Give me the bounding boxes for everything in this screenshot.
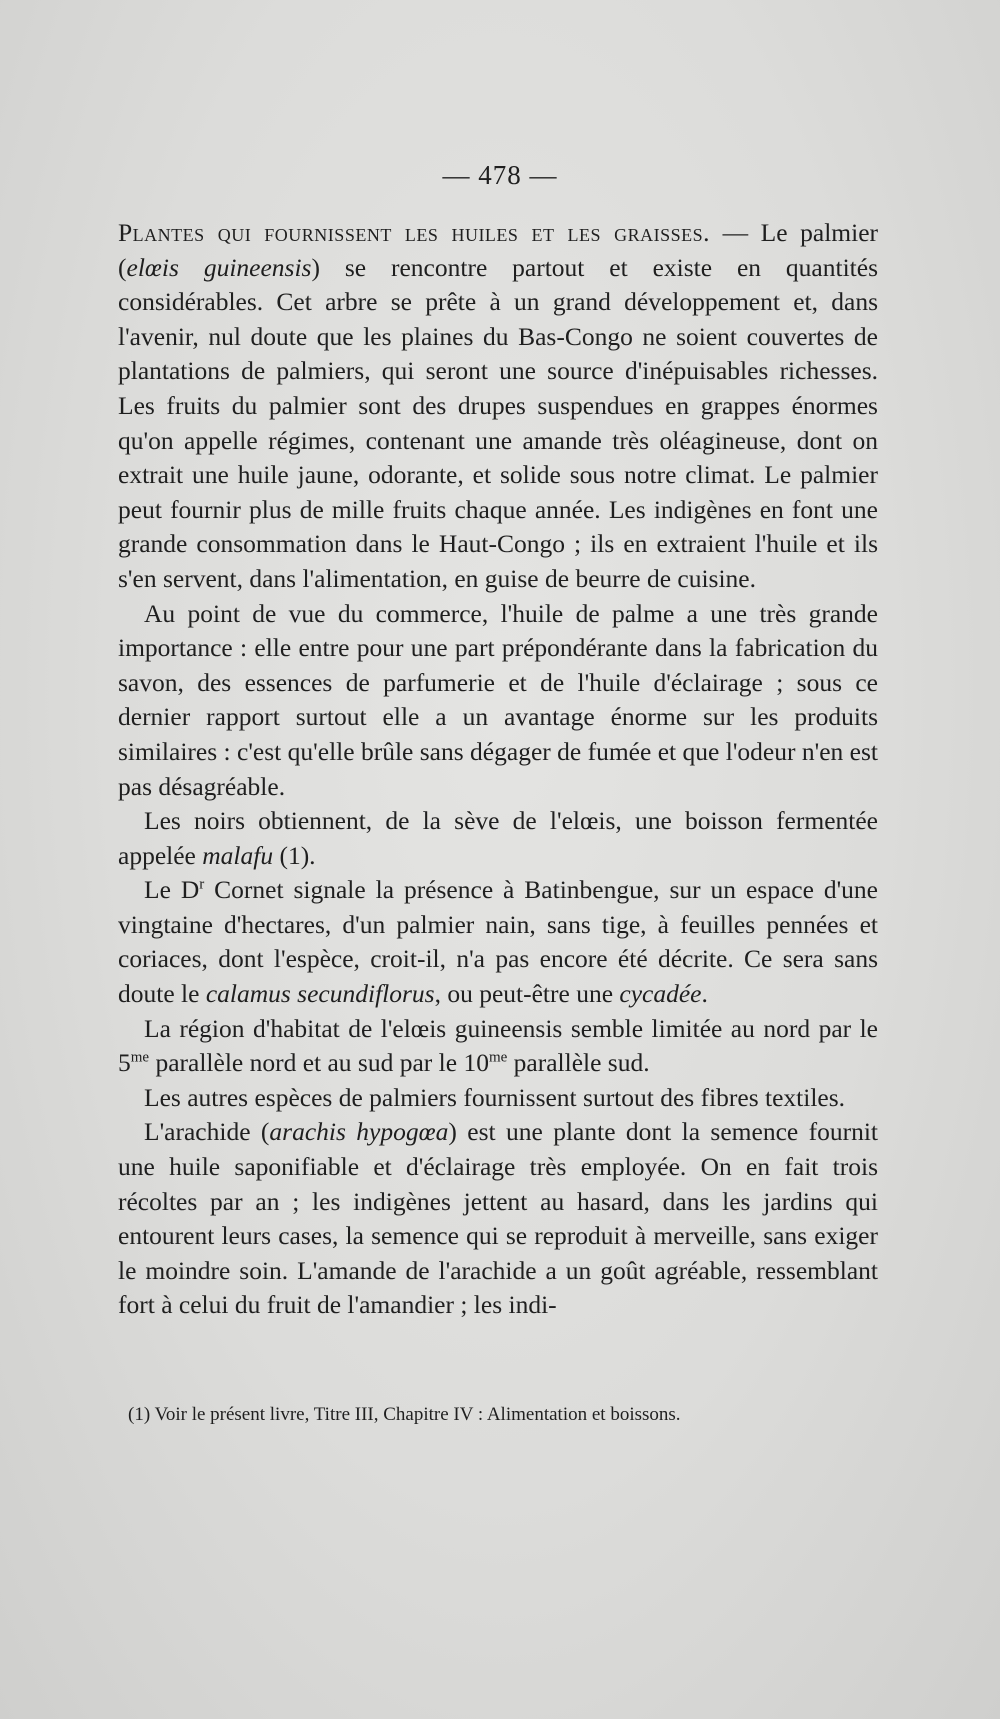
paragraph-palm-oil — [118, 216, 878, 597]
text-run: ) est une plante dont la semence fournit une huile saponifiable et d'éclairage très employée. On en fait trois récoltes par an ; les indigènes jettent au hasard, dans les jardins qui entourent leurs cases, la semence qui se reproduit à merveille, sans exiger le moindre soin. L'amande de l'arachide a un goût agréable, ressemblant fort à celui du fruit de l'amandier ; les indi- — [118, 1117, 879, 1320]
superscript: me — [130, 1049, 150, 1066]
italic-term: cycadée — [619, 979, 702, 1009]
italic-term: arachis hypogœa — [269, 1117, 449, 1147]
text-run: Les autres espèces de palmiers fournissent surtout des fibres textiles. — [144, 1082, 846, 1112]
text-run: Les noirs obtiennent, de la sève de l'elœis, une boisson fermentée appelée — [118, 806, 878, 870]
page-number: — 478 — — [442, 160, 558, 190]
paragraph-cornet — [118, 873, 878, 1011]
italic-term: elœis guineensis — [126, 252, 312, 282]
superscript: r — [199, 876, 205, 893]
text-run: Au point de vue du commerce, l'huile de palme a une très grande importance : elle entre pour une part prépondérante dans la fabrication du savon, des essences de parfumerie et de l'huile d'éclairage ; sous ce dernier rapport surtout elle a un avantage énorme sur les produits similaires : c'est qu'elle brûle sans dégager de fumée et que l'odeur n'en est pas désagréable. — [118, 598, 878, 801]
text-run: parallèle sud. — [507, 1048, 650, 1078]
section-heading: Plantes qui fournissent les huiles et les graisses. — [118, 218, 711, 247]
text-run: Cornet signale la présence à Batinbengue, sur un espace d'une vingtaine d'hectares, d'un palmier nain, sans tige, à feuilles pennées et coriaces, dont l'espèce, croit-il, n'a pas encore été décrite. Ce sera sans doute le — [118, 875, 878, 1009]
text-run: . — [701, 979, 708, 1009]
text-run: , ou peut-être une — [434, 979, 620, 1009]
footnote-marker: (1) — [128, 1404, 151, 1425]
text-run: Le palmier ( — [118, 218, 879, 282]
text-run: Le D — [144, 875, 200, 905]
paragraph-fibres — [118, 1081, 878, 1116]
italic-term: malafu — [202, 840, 274, 870]
body-text — [118, 216, 878, 1323]
footnote-text: Voir le présent livre, Titre III, Chapitre IV : Alimentation et boissons. — [150, 1404, 681, 1425]
heading-dash: — — [710, 218, 761, 247]
text-run: (1). — [273, 840, 316, 870]
footnote — [128, 1402, 888, 1428]
italic-term: calamus secundiflorus — [205, 979, 435, 1009]
superscript: me — [488, 1049, 508, 1066]
text-run: ) se rencontre partout et existe en quantités considérables. Cet arbre se prête à un grand développement et, dans l'avenir, nul doute que les plaines du Bas-Congo ne soient couvertes de plantations de palmiers, qui seront une source d'inépuisables richesses. Les fruits du palmier sont des drupes suspendues en grappes énormes qu'on appelle régimes, contenant une amande très oléagineuse, dont on extrait une huile jaune, odorante, et solide sous notre climat. Le palmier peut fournir plus de mille fruits chaque année. Les indigènes en font une grande consommation dans le Haut-Congo ; ils en extraient l'huile et ils s'en servent, dans l'alimentation, en guise de beurre de cuisine. — [118, 252, 878, 593]
paragraph-commerce — [118, 597, 878, 805]
paragraph-habitat — [118, 1012, 878, 1081]
text-run: parallèle nord et au sud par le 10 — [149, 1048, 489, 1078]
text-run: L'arachide ( — [144, 1117, 270, 1147]
paragraph-malafu — [118, 804, 878, 873]
text-run: La région d'habitat de l'elœis guineensis semble limitée au nord par le 5 — [118, 1013, 878, 1078]
paragraph-arachide — [118, 1115, 878, 1323]
